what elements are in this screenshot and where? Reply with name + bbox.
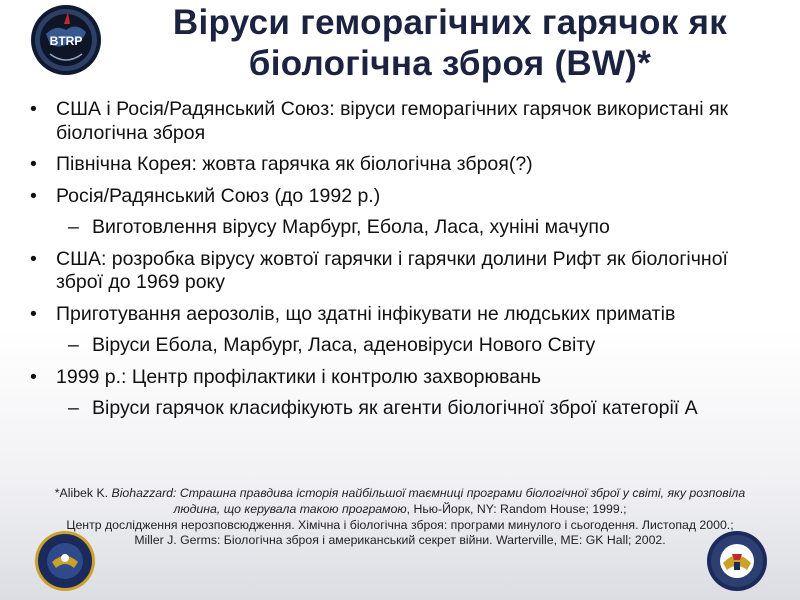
sub-bullet-item	[30, 397, 780, 421]
bullet-text: США і Росія/Радянський Союз: віруси геморагічних гарячок використані як біологічна зброя	[56, 98, 729, 144]
title-line-1: Віруси геморагічних гарячок як	[172, 3, 728, 42]
bullet-marker: •	[30, 98, 37, 120]
bullet-marker: •	[30, 365, 37, 388]
dash-marker: –	[68, 397, 79, 419]
footnote-line-1: *Alibek K. Biohazzard: Страшна правдива історія найбільшої таємниці програми біологічної зброї у світі, яку розповіла	[54, 486, 746, 500]
btrp-logo	[30, 4, 102, 76]
sub-bullet-item	[30, 216, 780, 240]
bullet-text: Віруси гарячок класифікують як агенти біологічної зброї категорії А	[92, 397, 698, 419]
bullet-marker: •	[30, 247, 37, 270]
bullet-item	[30, 248, 780, 295]
bullet-list	[30, 98, 780, 429]
bullet-text: Приготування аерозолів, що здатні інфікувати не людських приматів	[56, 302, 676, 325]
department-seal-right	[706, 530, 768, 592]
bullet-item	[30, 366, 780, 390]
slide-title	[120, 2, 780, 84]
footnote-line-2: людина, що керувала такою програмою, Нью-Йорк, NY: Random House; 1999.;	[173, 501, 627, 516]
dash-marker: –	[68, 216, 79, 238]
bullet-item	[30, 185, 780, 209]
footnote	[20, 486, 780, 549]
bullet-item	[30, 153, 780, 177]
bullet-text: США: розробка вірусу жовтої гарячки і гарячки долини Рифт як біологічної зброї до 1969 року	[56, 247, 728, 293]
footnote-line-3: Центр дослідження нерозповсюдження. Хімічна і біологічна зброя: програми минулого і сьогодення. Листопад 2000.;	[66, 517, 734, 532]
bullet-text: Росія/Радянський Союз (до 1992 р.)	[56, 184, 381, 207]
department-seal-left	[34, 530, 96, 592]
bullet-marker: •	[30, 302, 37, 325]
bullet-text: Виготовлення вірусу Марбург, Ебола, Ласа, хуніні мачупо	[92, 216, 610, 238]
bullet-item	[30, 98, 780, 145]
bullet-text: Північна Корея: жовта гарячка як біологічна зброя(?)	[56, 153, 533, 175]
bullet-item	[30, 303, 780, 327]
bullet-text: Віруси Ебола, Марбург, Ласа, аденовіруси Нового Світу	[92, 334, 596, 356]
sub-bullet-item	[30, 334, 780, 358]
bullet-marker: •	[30, 184, 37, 207]
title-line-2: біологічна зброя (BW)*	[248, 44, 652, 83]
logo-text: BTRP	[49, 34, 83, 48]
footnote-line-4: Miller J. Germs: Біологічна зброя і американський секрет війни. Warterville, ME: GK Hall; 2002.	[134, 533, 666, 548]
dash-marker: –	[68, 334, 79, 356]
bullet-text: 1999 р.: Центр профілактики і контролю захворювань	[56, 365, 542, 388]
bullet-marker: •	[30, 153, 37, 175]
